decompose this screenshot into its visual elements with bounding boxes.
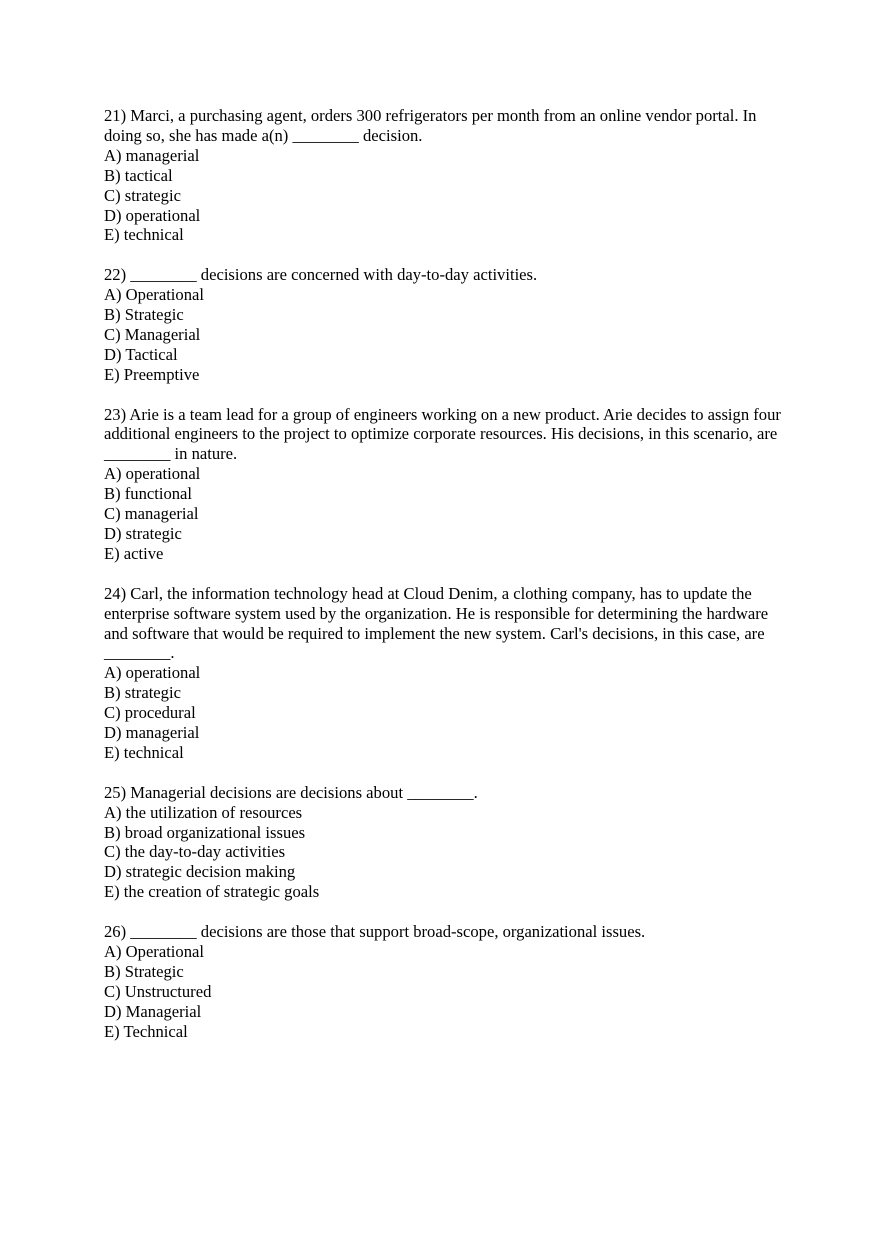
answer-option-a: A) operational: [104, 464, 201, 484]
answer-option-a: A) managerial: [104, 145, 200, 165]
answer-option-e: E) Preemptive: [104, 364, 200, 384]
answer-option-b: B) tactical: [104, 165, 173, 185]
answer-option-d: D) operational: [104, 205, 201, 225]
answer-option-d: D) Managerial: [104, 1001, 202, 1021]
question-stem: 25) Managerial decisions are decisions about ________.: [104, 782, 478, 802]
answer-option-b: B) Strategic: [104, 305, 184, 325]
answer-option-d: D) Tactical: [104, 344, 178, 364]
answer-option-a: A) Operational: [104, 285, 204, 305]
answer-option-b: B) Strategic: [104, 961, 184, 981]
question-26: [104, 922, 784, 1041]
answer-option-c: C) strategic: [104, 185, 181, 205]
question-25: [104, 783, 784, 902]
answer-option-d: D) strategic: [104, 524, 182, 543]
document-page: [104, 106, 784, 1061]
answer-option-d: D) managerial: [104, 723, 200, 743]
answer-option-e: E) technical: [104, 742, 184, 762]
answer-option-b: B) strategic: [104, 683, 181, 703]
answer-option-c: C) Managerial: [104, 324, 201, 344]
answer-option-b: B) broad organizational issues: [104, 822, 306, 842]
answer-option-b: B) functional: [104, 484, 193, 504]
question-21: [104, 106, 784, 245]
answer-option-c: C) the day-to-day activities: [104, 842, 286, 862]
question-stem: 26) ________ decisions are those that support broad-scope, organizational issues.: [104, 922, 646, 942]
answer-option-e: E) technical: [104, 225, 184, 245]
question-stem: 21) Marci, a purchasing agent, orders 300 refrigerators per month from an online vendor portal. In doing so, she has made a(n) ________ decision.: [104, 106, 757, 145]
answer-option-a: A) the utilization of resources: [104, 802, 303, 822]
answer-option-e: E) the creation of strategic goals: [104, 882, 320, 902]
answer-option-a: A) operational: [104, 663, 201, 683]
answer-option-c: C) Unstructured: [104, 981, 212, 1001]
question-23: [104, 405, 784, 564]
answer-option-e: E) active: [104, 543, 164, 563]
answer-option-a: A) Operational: [104, 941, 204, 961]
question-24: [104, 584, 784, 763]
answer-option-e: E) Technical: [104, 1021, 188, 1041]
answer-option-c: C) procedural: [104, 703, 196, 723]
question-stem: 24) Carl, the information technology head at Cloud Denim, a clothing company, has to update the enterprise software system used by the organization. He is responsible for determining the hardware and software that would be required to implement the new system. Carl's decisions, in this case, are ________.: [104, 583, 769, 663]
question-stem: 23) Arie is a team lead for a group of engineers working on a new product. Arie decides to assign four additional engineers to the project to optimize corporate resources. His decisions, in this scenario, are ________ in nature.: [104, 404, 781, 464]
question-stem: 22) ________ decisions are concerned with day-to-day activities.: [104, 265, 538, 285]
answer-option-d: D) strategic decision making: [104, 862, 296, 882]
answer-option-c: C) managerial: [104, 504, 199, 524]
question-22: [104, 265, 784, 384]
